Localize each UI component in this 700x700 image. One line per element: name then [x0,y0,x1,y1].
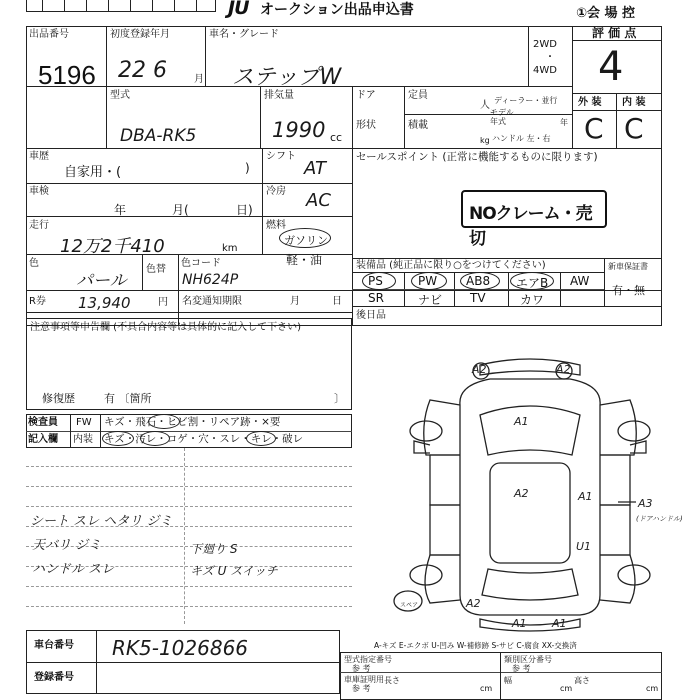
spare-label: スペア [400,602,419,609]
name-change-day: 日 [332,296,342,307]
score-value: 4 [598,44,624,90]
mark-right-handle: A3 [638,497,653,510]
year-unit: 年 [560,118,568,127]
designation-ref: 参 考 [352,664,371,673]
copy-type: ①会 場 控 [576,6,636,21]
ju-logo: JU [228,0,249,19]
designation-label: 型式指定番号 [344,655,392,664]
inspection-day: 日) [236,203,253,217]
equip-sr: SR [368,291,384,305]
wear-circle [246,431,276,446]
new-car-warranty-value: 有・無 [612,284,645,297]
height-label: 高さ [574,676,590,685]
stain-circle [140,431,170,446]
fuel-gasoline-circle [279,228,331,248]
aircon-label: 冷房 [266,186,286,197]
car-name-value: ステップW [232,65,342,90]
note-line-2: 天バリ ジミ [32,538,102,553]
airbag-circle [510,272,554,290]
length-label: 長さ [384,676,400,685]
equip-ps: PS [368,274,383,288]
mileage-unit: km [222,243,238,254]
fuel-light-oil: 軽・油 [286,253,323,267]
form-title: オークション出品申込書 [260,2,414,18]
shape-label: 形状 [356,120,376,131]
length-cm: cm [480,684,493,693]
ab-circle [460,272,500,290]
height-cm: cm [646,684,659,693]
inspection-month: 月( [172,203,189,217]
color-value: パール [76,271,127,291]
width-cm: cm [560,684,573,693]
stone-chip-circle [148,414,180,429]
inspector-label: 検査員 [28,417,58,428]
no-claim-stamp: NOクレーム・売切 [461,190,607,228]
drive-sep: ・ [545,52,555,63]
recycle-value: 13,940 [78,294,131,312]
inspector-fw: FW [76,417,92,428]
interior-grade: C [624,112,644,145]
kg-unit: kg [480,136,490,145]
inspection-label: 車検 [29,186,49,197]
lot-number: 5196 [38,60,96,90]
displacement-label: 排気量 [264,90,294,101]
mileage-value: 12万2千410 [60,236,165,257]
usage-value: 自家用・( [64,165,122,180]
mark-right-door: A1 [578,490,593,503]
handle-label: ハンドル 左・右 [492,134,551,143]
name-change-label: 名変通知期限 [182,296,242,307]
shift-value: AT [304,158,326,179]
classification-label: 類別区分番号 [504,655,552,664]
mark-front-right: A2 [556,363,571,376]
inspector-interior-items: キズ・汚レ・コゲ・穴・スレ・キレ・破レ [104,433,304,445]
repair-close: 〕 [334,392,345,405]
cert-ref: 参 考 [352,684,371,693]
notes-label: 注意事項等申告欄 (不具合内容等は具体的に記入して下さい) [30,322,301,333]
displacement-unit: cc [330,131,343,144]
mark-rear-right: A1 [552,617,567,630]
equip-navi: ナビ [418,293,443,307]
mark-right-rear: U1 [576,540,592,553]
fuel-label: 燃料 [266,220,286,231]
equipment-label: 装備品 (純正品に限り○をつけてください) [356,260,546,271]
drive-2wd: 2WD [533,39,557,50]
inspector-label-2: 記入欄 [28,434,58,445]
car-damage-diagram [400,345,683,635]
damage-legend: A-キズ E-エクボ U-凹み W-補修跡 S-サビ C-腐食 XX-交換済 [374,641,577,650]
drive-4wd: 4WD [533,65,557,76]
registration-label: 登録番号 [34,672,74,683]
repair-value: 有 〔箇所 [104,392,152,405]
inspector-exterior-items: キズ・飛石・ヒビ割・リペア跡・×要 [104,416,281,428]
equip-aw: AW [570,274,590,288]
mileage-label: 走行 [29,220,49,231]
color-code-label: 色コード [181,258,221,269]
note-line-4: 下廻り S [190,542,238,556]
cert-label: 車庫証明用 [344,675,384,684]
chassis-number: RK5-1026866 [112,636,249,660]
pw-circle [411,272,447,290]
later-items-label: 後日品 [356,310,386,321]
model-label: 型式 [110,90,130,101]
capacity-label: 定員 [408,90,428,101]
aircon-value: AC [306,190,331,211]
name-change-month: 月 [290,296,300,307]
door-label: ドア [356,90,376,101]
first-reg-label: 初度登録年月 [110,29,170,40]
equip-pw: PW [418,274,438,288]
recycle-label: R券 [29,296,46,307]
shift-label: シフト [266,151,296,162]
door-handle-note: (ドアハンドル) [636,515,683,523]
header-top-boxes [26,0,216,14]
classification-ref: 参 考 [512,664,531,673]
inspector-interior: 内装 [73,434,93,445]
first-reg-month-unit: 月 [194,74,204,85]
lot-label: 出品番号 [29,29,69,40]
mark-roof: A2 [514,487,529,500]
score-label: 評 価 点 [592,26,637,40]
width-label: 幅 [504,676,512,685]
note-line-5: キズ U スイッチ [190,564,278,578]
mark-rear-left: A2 [466,597,481,610]
note-line-1: シート スレ ヘタリ ジミ [30,514,173,529]
mark-rear-center: A1 [512,617,527,630]
scratch-circle [102,431,134,446]
exterior-grade: C [584,112,604,145]
color-code-value: NH624P [182,272,239,288]
equip-airbag: エアB [516,276,549,290]
sales-point-label: セールスポイント (正常に機能するものに限ります) [356,151,598,163]
displacement-value: 1990 [272,118,326,142]
usage-close: ) [245,161,250,175]
interior-label: 内 装 [622,97,646,108]
recycle-unit: 円 [158,297,168,308]
mark-front-left: A2 [472,363,487,376]
note-line-3: ハンドル スレ [32,562,115,577]
equip-tv: TV [470,291,486,305]
car-name-label: 車名・グレード [209,29,279,40]
new-car-warranty-label: 新車保証書 [608,262,648,271]
color-label: 色 [29,258,39,269]
exterior-label: 外 装 [578,97,602,108]
capacity-unit: 人 [480,100,490,111]
chassis-label: 車台番号 [34,640,74,651]
model-year-label: モデル年式 [490,108,514,126]
dealer-label: ディーラー・並行 [494,96,558,105]
repair-label: 修復歴 [42,392,75,405]
load-label: 積載 [408,120,428,131]
equip-ab: AB8 [466,274,491,288]
color-change-label: 色替 [146,264,166,275]
usage-label: 車歴 [29,151,49,162]
model-value: DBA-RK5 [120,126,197,146]
fuel-gasoline: ガソリン [284,234,328,247]
mark-hood: A1 [514,415,529,428]
inspection-year: 年 [114,203,127,217]
ps-circle [362,272,396,290]
equip-leather: カワ [520,293,545,307]
first-reg-value: 22 6 [118,58,167,83]
